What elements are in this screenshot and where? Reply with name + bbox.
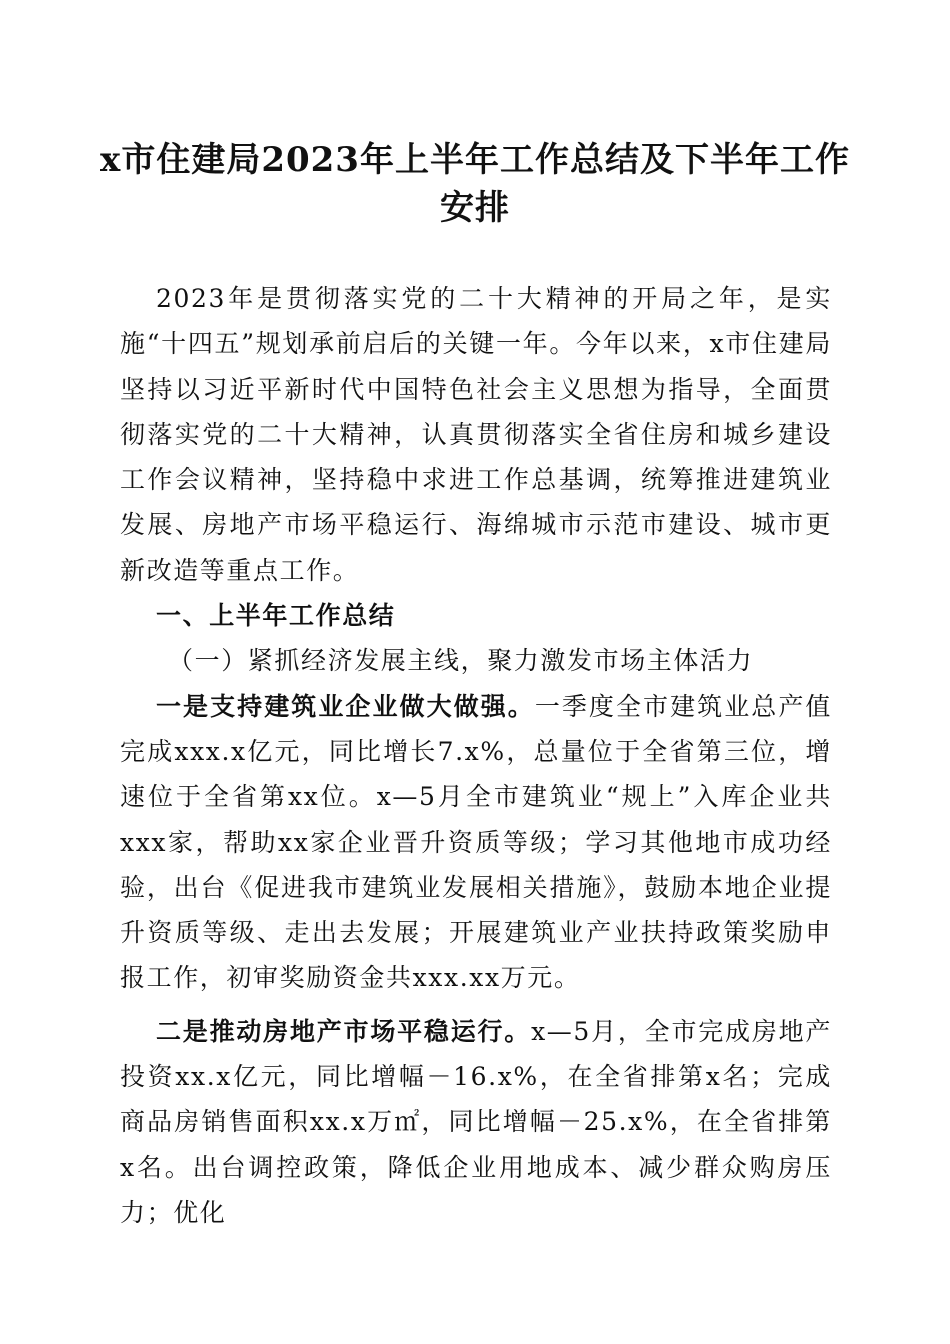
subsection-heading-1: （一）紧抓经济发展主线，聚力激发市场主体活力 <box>168 646 754 676</box>
item-1-paragraph <box>120 684 832 1001</box>
item-1-text: 一季度全市建筑业总产值完成xxx.x亿元，同比增长7.x%，总量位于全省第三位，增速位于全省第xx位。x—5月全市建筑业“规上”入库企业共xxx家，帮助xx家企业晋升资质等级；学习其他地市成功经验，出台《促进我市建筑业发展相关措施》，鼓励本地企业提升资质等级、走出去发展；开展建筑业产业扶持政策奖励申报工作，初审奖励资金共xxx.xx万元。 <box>120 691 832 993</box>
document-title: x市住建局2023年上半年工作总结及下半年工作安排 <box>100 140 850 228</box>
intro-paragraph: 2023年是贯彻落实党的二十大精神的开局之年，是实施“十四五”规划承前启后的关键一年。今年以来，x市住建局坚持以习近平新时代中国特色社会主义思想为指导，全面贯彻落实党的二十大精神，认真贯彻落实全省住房和城乡建设工作会议精神，坚持稳中求进工作总基调，统筹推进建筑业发展、房地产市场平稳运行、海绵城市示范市建设、城市更新改造等重点工作。 <box>120 284 832 585</box>
item-1-lead: 一是支持建筑业企业做大做强。 <box>156 691 535 721</box>
item-2-paragraph <box>120 1009 832 1235</box>
item-2-lead: 二是推动房地产市场平稳运行。 <box>156 1016 532 1046</box>
item-2-text: x—5月，全市完成房地产投资xx.x亿元，同比增幅－16.x%，在全省排第x名；完成商品房销售面积xx.x万㎡，同比增幅－25.x%，在全省排第x名。出台调控政策，降低企业用地成本、减少群众购房压力；优化 <box>120 1016 832 1227</box>
section-heading-1: 一、上半年工作总结 <box>156 601 396 631</box>
document-body <box>120 276 832 1235</box>
